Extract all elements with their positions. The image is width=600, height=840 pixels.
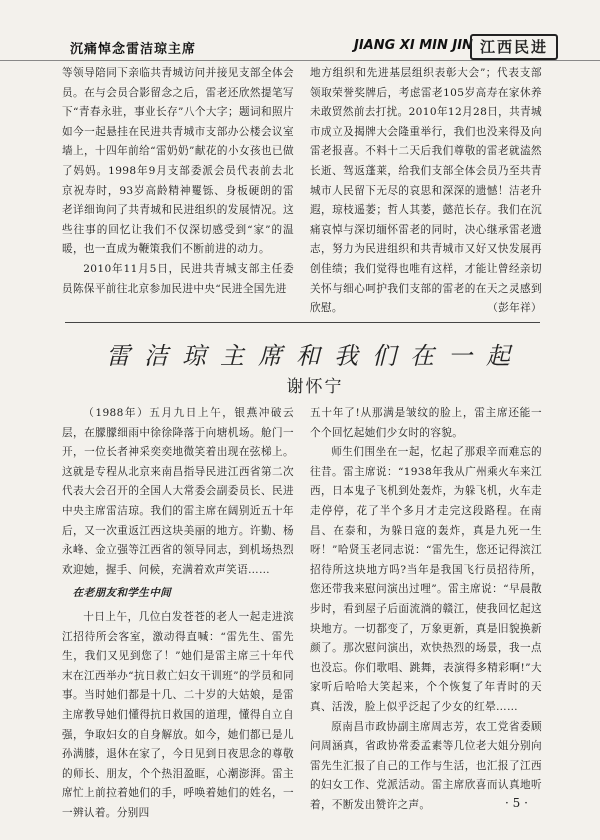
article-column-2 xyxy=(310,404,542,815)
paragraph: （1988年）五月九日上午，银燕冲破云层，在朦朦细雨中徐徐降落于向塘机场。舱门一开，一位长者神采奕奕地微笑着出现在弦梯上。这就是专程从北京来南昌指导民进江西省第二次代表大会召开的全国人大常委会副委员长、民进中央主席雷洁琼。我们的雷主席在阔别近五十年后，又一次重返江西这块美丽的地方。许勤、杨永峰、金立强等江西省的领导同志，到机场热烈欢迎她，握手、问候，充满着欢声笑语…… xyxy=(62,407,294,576)
page-number: · 5 · xyxy=(505,796,528,810)
article-subheading: 在老朋友和学生中间 xyxy=(72,587,172,600)
paragraph: 师生们围坐在一起，忆起了那艰辛而难忘的往昔。雷主席说：“1938年我从广州乘火车来江西，日本鬼子飞机到处轰炸，为躲飞机，火车走走停停，花了半个多月才走完这段路程。在南昌、在泰和，为躲日寇的轰炸，真是九死一生呀！”哈贤玉老同志说：“雷先生，您还记得滨江招待所这块地方吗?当年是我国飞行员招待所，您还带我来慰问演出过哩”。雷主席说：“早晨散步时，看到屋子后面流淌的赣江，使我回忆起这块地方。一切都变了，万象更新，真是旧貌换新颜了。那次慰问演出，欢快热烈的场景，我一点也没忘。你们歌唱、跳舞，表演得多精彩啊!”大家听后哈哈大笑起来，个个恢复了年青时的天真、活泼，脸上似乎泛起了少女的红晕…… xyxy=(310,446,542,713)
header-magazine-pinyin: JIANG XI MIN JIN xyxy=(354,38,473,53)
page-header xyxy=(0,0,600,61)
paragraph: 等领导陪同下亲临共青城访问并接见支部全体会员。在与会员合影留念之后，雷老还欣然提笔写下“青春永驻，事业长存”八个大字；题词和照片如今一起悬挂在民进共青城市支部办公楼会议室墙上，十四年前给“雷奶奶”献花的小女孩也已做了妈妈。1998年9月支部委派会员代表前去北京祝寿时，93岁高龄精神矍铄、身板硬朗的雷老详细询问了共青城和民进组织的发展情况。这些往事的回忆让我们不仅深切感受到“家”的温暖，也一直成为鞭策我们不断前进的动力。 xyxy=(62,67,294,256)
paragraph: 五十年了!从那满是皱纹的脸上，雷主席还能一个个回忆起她们少女时的容貌。 xyxy=(310,407,542,439)
top-article-column-1 xyxy=(62,64,294,299)
article-signature: （彭年祥） xyxy=(487,302,542,315)
paragraph: 地方组织和先进基层组织表彰大会”；代表支部领取荣誉奖牌后，考虑雷老105岁高寿在家休养未敢贸然前去打扰。2010年12月28日，共青城市成立及揭牌大会隆重举行，我们也没来得及向雷老报喜。不料十二天后我们尊敬的雷老就溘然长逝、驾返蓬莱，给我们支部全体会员乃至共青城市人民留下无尽的哀思和深深的遗憾！洁老升遐，琼枝遥萎；哲人其萎，懿范长存。我们在沉痛哀悼与深切缅怀雷老的同时，决心继承雷老遗志，努力为民进组织和共青城市又好又快发展再创佳绩；我们觉得也唯有这样，才能让曾经亲切关怀与细心呵护我们支部的雷老的在天之灵感到欣慰。 xyxy=(310,67,542,315)
article-column-1 xyxy=(62,404,294,823)
header-logo: 江西民进 xyxy=(470,34,558,60)
paragraph: 原南昌市政协副主席周志芳，农工党省委顾问周涵真，省政协常委孟素等几位老大姐分别向雷先生汇报了自己的工作与生活，也汇报了江西的妇女工作、党派活动。雷主席欣喜而认真地听着，不断发出赞许之声。 xyxy=(310,720,542,811)
paragraph: 2010年11月5日，民进共青城支部主任委员陈保平前往北京参加民进中央“民进全国先进 xyxy=(62,262,294,295)
section-divider xyxy=(65,322,540,323)
header-section-title: 沉痛悼念雷洁琼主席 xyxy=(70,42,197,57)
top-article-column-2 xyxy=(310,64,542,319)
paragraph: 十日上午，几位白发苍苍的老人一起走进滨江招待所会客室，激动得直喊：“雷先生、雷先生，我们又见到您了！”她们是雷主席三十年代末在江西举办“抗日救亡妇女干训班”的学员和同事。当时她们都是十几、二十岁的大姑娘，是雷主席教导她们懂得抗日救国的道理，懂得自立自强，争取妇女的自身解放。如今，她们都已是儿孙满膝，退休在家了，今日见到日夜思念的尊敬的师长、朋友，个个热泪盈眶，心潮澎湃。雷主席忙上前拉着她们的手，呼唤着她们的姓名，一一辨认着。分别四 xyxy=(62,610,294,819)
article-title: 雷洁琼主席和我们在一起 xyxy=(106,342,524,370)
article-author: 谢怀宁 xyxy=(286,377,344,397)
